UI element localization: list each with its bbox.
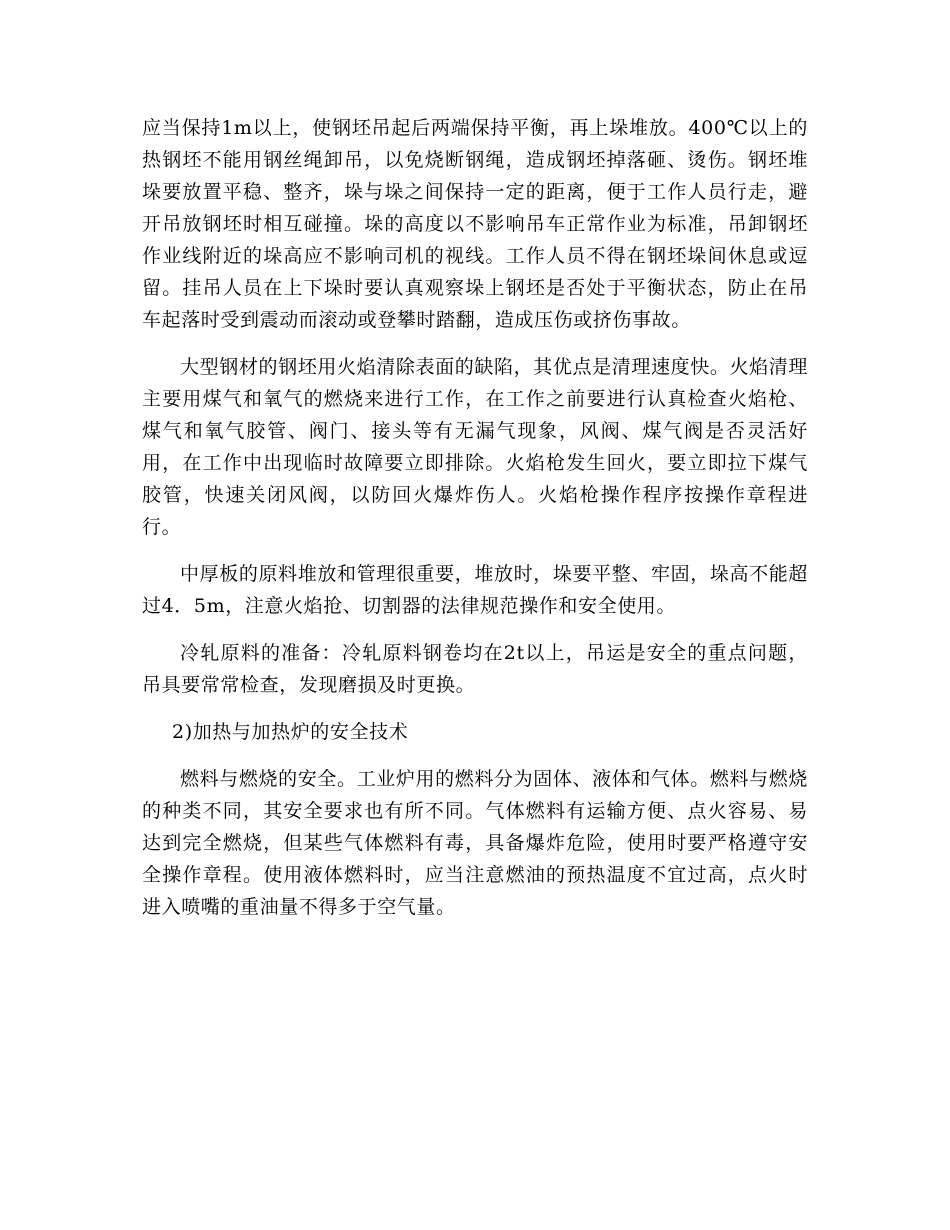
paragraph-medium-plate-stacking: 中厚板的原料堆放和管理很重要，堆放时，垛要平整、牢固，垛高不能超过4．5m，注意火焰抢、切割器的法律规范操作和安全使用。 [142, 563, 808, 617]
document-page [142, 112, 808, 938]
section-heading-heating-furnace: 2)加热与加热炉的安全技术 [172, 721, 409, 743]
paragraph-flame-cleaning: 大型钢材的钢坯用火焰清除表面的缺陷，其优点是清理速度快。火焰清理主要用煤气和氧气的燃烧来进行工作，在工作之前要进行认真检查火焰枪、煤气和氧气胶管、阀门、接头等有无漏气现象，风阀、煤气阀是否灵活好用，在工作中出现临时故障要立即排除。火焰枪发生回火，要立即拉下煤气胶管，快速关闭风阀，以防回火爆炸伤人。火焰枪操作程序按操作章程进行。 [142, 356, 808, 538]
paragraph-steel-billet-stacking: 应当保持1m以上，使钢坯吊起后两端保持平衡，再上垛堆放。400℃以上的热钢坯不能用钢丝绳卸吊，以免烧断钢绳，造成钢坯掉落砸、烫伤。钢坯堆垛要放置平稳、整齐，垛与垛之间保持一定的距离，便于工作人员行走，避开吊放钢坯时相互碰撞。垛的高度以不影响吊车正常作业为标准，吊卸钢坯作业线附近的垛高应不影响司机的视线。工作人员不得在钢坯垛间休息或逗留。挂吊人员在上下垛时要认真观察垛上钢坯是否处于平衡状态，防止在吊车起落时受到震动而滚动或登攀时踏翻，造成压伤或挤伤事故。 [142, 117, 808, 331]
paragraph-cold-rolling-materials: 冷轧原料的准备：冷轧原料钢卷均在2t以上，吊运是安全的重点问题，吊具要常常检查，发现磨损及时更换。 [142, 642, 808, 696]
paragraph-fuel-combustion-safety: 燃料与燃烧的安全。工业炉用的燃料分为固体、液体和气体。燃料与燃烧的种类不同，其安全要求也有所不同。气体燃料有运输方便、点火容易、易达到完全燃烧，但某些气体燃料有毒，具备爆炸危险，使用时要严格遵守安全操作章程。使用液体燃料时，应当注意燃油的预热温度不宜过高，点火时进入喷嘴的重油量不得多于空气量。 [142, 768, 808, 918]
